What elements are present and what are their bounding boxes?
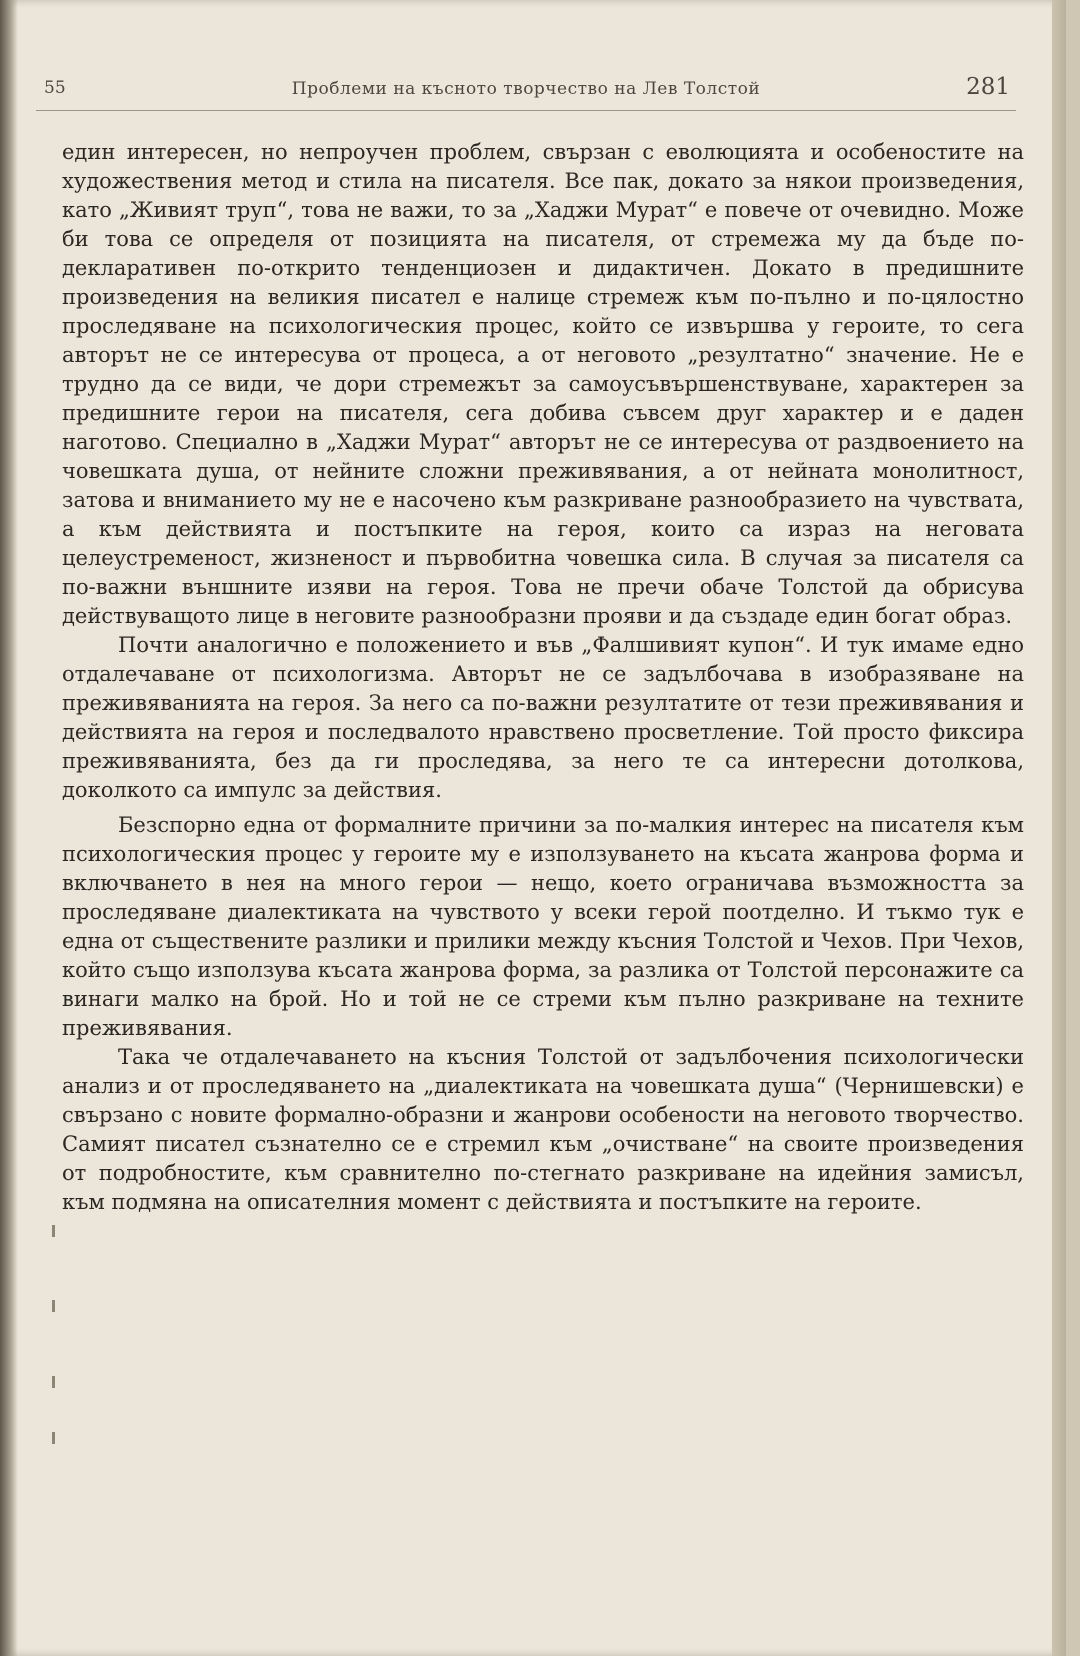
header-title: Проблеми на късното творчество на Лев Толстой	[291, 79, 761, 99]
header-left-number: 55	[44, 78, 66, 98]
paragraph-4: Така че отдалечаването на късния Толстой от задълбочения психологически анализ и от проследяването на „диалектиката на човешката душа“ (Чернишевски) е свързано с новите формално-образни и жанрови особености на неговото творчество. Самият писател съзнателно се е стремил към „очистване“ на своите произведения от подробностите, към сравнително по-стегнато разкриване на идейния замисъл, към подмяна на описателния момент с действията и постъпките на героите.	[62, 1045, 1024, 1214]
page-number: 281	[966, 74, 1010, 100]
paragraph-1: един интересен, но непроучен проблем, свързан с еволюцията и особеностите на художествения метод и стила на писателя. Все пак, докато за някои произведения, като „Живият труп“, това не важи, то за „Хаджи Мурат“ е повече от очевидно. Може би това се определя от позицията на писателя, от стремежа му да бъде по-декларативен по-открито тенденциозен и дидактичен. Докато в предишните произведения на великия писател е налице стремеж към по-пълно и по-цялостно проследяване на психологическия процес, който се извършва у героите, то сега авторът не се интересува от процеса, а от неговото „резултатно“ значение. Не е трудно да се види, че дори стремежът за самоусъвършенствуване, характерен за предишните герои на писателя, сега добива съвсем друг характер и е даден наготово. Специално в „Хаджи Мурат“ авторът не се интересува от раздвоението на човешката душа, от нейните сложни преживявания, а от нейната монолитност, затова и вниманието му не е насочено към разкриване разнообразието на чувствата, а към действията и постъпките на героя, които са израз на неговата целеустременост, жизненост и първобитна човешка сила. В случая за писателя са по-важни външните изяви на героя. Това не пречи обаче Толстой да обрисува действуващото лице в неговите разнообразни прояви и да създаде един богат образ.	[62, 140, 1024, 628]
margin-mark	[52, 1432, 55, 1444]
body-text	[62, 138, 1024, 1217]
margin-mark	[52, 1225, 55, 1237]
running-header	[36, 74, 1016, 111]
page-edge	[1052, 0, 1066, 1656]
margin-mark	[52, 1376, 55, 1388]
binding-shadow	[0, 0, 18, 1656]
paragraph-3: Безспорно една от формалните причини за по-малкия интерес на писателя към психологическия процес у героите му е използуването на късата жанрова форма и включването в нея на много герои — нещо, което ограничава възможността за проследяване диалектиката на чувството у всеки герой поотделно. И тъкмо тук е една от съществените разлики и прилики между късния Толстой и Чехов. При Чехов, който също използува късата жанрова форма, за разлика от Толстой персонажите са винаги малко на брой. Но и той не се стреми към пълно разкриване на техните преживявания.	[62, 813, 1024, 1040]
paragraph-2: Почти аналогично е положението и във „Фалшивият купон“. И тук имаме едно отдалечаване от психологизма. Авторът не се задълбочава в изобразяване на преживяванията на героя. За него са по-важни резултатите от тези преживявания и действията на героя и последвалото нравствено просветление. Той просто фиксира преживяванията, без да ги проследява, за него те са интересни дотолкова, доколкото са импулс за действия.	[62, 633, 1024, 802]
margin-mark	[52, 1300, 55, 1312]
